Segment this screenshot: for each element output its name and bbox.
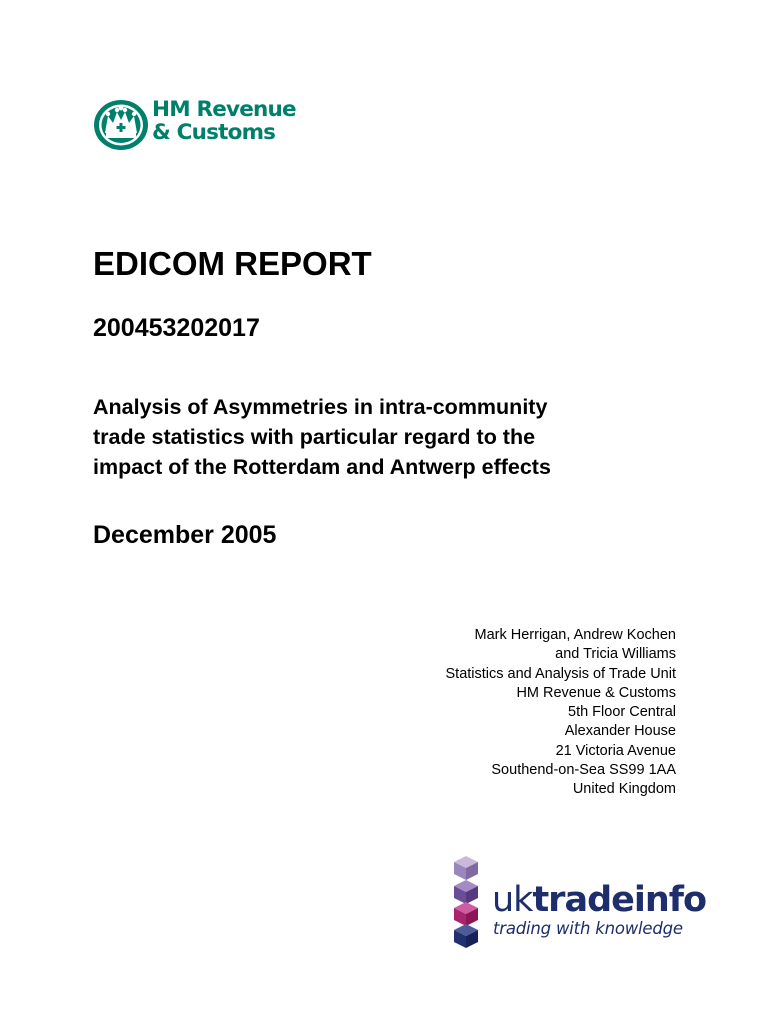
hmrc-wordmark-line1: HM Revenue bbox=[152, 97, 296, 122]
author-line: Statistics and Analysis of Trade Unit bbox=[445, 665, 676, 682]
author-line: 21 Victoria Avenue bbox=[555, 742, 676, 759]
uktradeinfo-wordmark-tradeinfo: tradeinfo bbox=[532, 880, 707, 920]
report-subtitle-line: impact of the Rotterdam and Antwerp effects bbox=[93, 455, 551, 479]
author-line: HM Revenue & Customs bbox=[516, 684, 676, 701]
author-line: Mark Herrigan, Andrew Kochen bbox=[474, 627, 676, 643]
author-line: United Kingdom bbox=[572, 781, 676, 798]
report-date: December 2005 bbox=[93, 521, 277, 549]
hmrc-wordmark-line2: & Customs bbox=[152, 120, 276, 145]
uktradeinfo-wordmark bbox=[492, 880, 706, 920]
report-subtitle-line: Analysis of Asymmetries in intra-community bbox=[93, 395, 548, 419]
report-subtitle bbox=[93, 392, 713, 482]
author-address-block bbox=[446, 626, 677, 800]
stacked-cubes-icon bbox=[446, 852, 486, 948]
author-line: Alexander House bbox=[564, 723, 676, 740]
report-title: EDICOM REPORT bbox=[93, 245, 372, 282]
hmrc-wordmark bbox=[152, 98, 296, 144]
report-number: 200453202017 bbox=[93, 314, 260, 342]
author-line: 5th Floor Central bbox=[568, 704, 676, 721]
crown-crest-icon bbox=[92, 98, 152, 152]
hmrc-logo bbox=[92, 96, 324, 162]
uktradeinfo-logo bbox=[446, 852, 706, 948]
uktradeinfo-wordmark-uk: uk bbox=[492, 880, 533, 920]
report-subtitle-line: trade statistics with particular regard to the bbox=[93, 425, 536, 449]
uktradeinfo-tagline: trading with knowledge bbox=[493, 919, 683, 938]
author-line: Southend-on-Sea SS99 1AA bbox=[491, 762, 676, 779]
author-line: and Tricia Williams bbox=[555, 646, 676, 663]
